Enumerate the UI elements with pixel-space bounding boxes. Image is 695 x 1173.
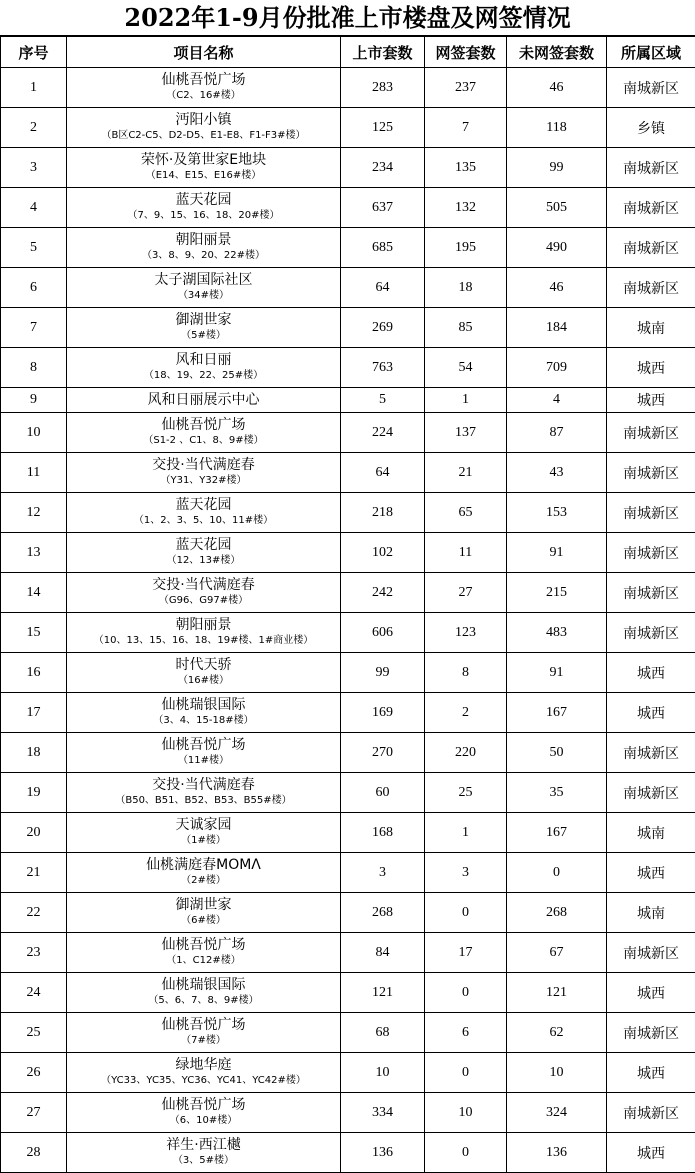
listed-units: 102 (341, 533, 425, 573)
row-index: 20 (1, 813, 67, 853)
table-row (1, 228, 695, 268)
unsigned-units: 184 (507, 308, 607, 348)
row-index: 10 (1, 413, 67, 453)
project-name-cell (67, 653, 341, 693)
project-name-cell (67, 228, 341, 268)
project-buildings: （Y31、Y32#楼） (67, 474, 340, 488)
project-name-cell (67, 1013, 341, 1053)
header-project-name: 项目名称 (67, 37, 341, 68)
page-title: 2022年1-9月份批准上市楼盘及网签情况 (0, 0, 695, 36)
listed-units: 121 (341, 973, 425, 1013)
project-name-cell (67, 188, 341, 228)
unsigned-units: 35 (507, 773, 607, 813)
region: 城南 (607, 893, 695, 933)
table-row (1, 693, 695, 733)
signed-units: 6 (425, 1013, 507, 1053)
project-name: 仙桃吾悦广场 (67, 937, 340, 954)
listed-units: 268 (341, 893, 425, 933)
unsigned-units: 91 (507, 653, 607, 693)
project-buildings: （16#楼） (67, 674, 340, 688)
listed-units: 242 (341, 573, 425, 613)
row-index: 1 (1, 68, 67, 108)
project-name-cell (67, 693, 341, 733)
project-name: 仙桃吾悦广场 (67, 417, 340, 434)
project-name: 沔阳小镇 (67, 112, 340, 129)
table-row (1, 613, 695, 653)
row-index: 9 (1, 388, 67, 413)
project-name-cell (67, 348, 341, 388)
region: 南城新区 (607, 533, 695, 573)
project-buildings: （1#楼） (67, 834, 340, 848)
unsigned-units: 10 (507, 1053, 607, 1093)
table-row (1, 413, 695, 453)
row-index: 19 (1, 773, 67, 813)
listing-table (0, 36, 695, 1173)
listed-units: 168 (341, 813, 425, 853)
signed-units: 237 (425, 68, 507, 108)
header-index: 序号 (1, 37, 67, 68)
row-index: 4 (1, 188, 67, 228)
signed-units: 10 (425, 1093, 507, 1133)
project-buildings: （11#楼） (67, 754, 340, 768)
project-name: 仙桃满庭春MOMΛ (67, 857, 340, 874)
project-name: 蓝天花园 (67, 497, 340, 514)
signed-units: 1 (425, 388, 507, 413)
signed-units: 8 (425, 653, 507, 693)
project-name-cell (67, 268, 341, 308)
row-index: 12 (1, 493, 67, 533)
header-listed-units: 上市套数 (341, 37, 425, 68)
listed-units: 763 (341, 348, 425, 388)
project-name: 仙桃吾悦广场 (67, 1017, 340, 1034)
signed-units: 27 (425, 573, 507, 613)
region: 南城新区 (607, 413, 695, 453)
table-row (1, 1013, 695, 1053)
unsigned-units: 505 (507, 188, 607, 228)
unsigned-units: 43 (507, 453, 607, 493)
project-name-cell (67, 893, 341, 933)
region: 南城新区 (607, 613, 695, 653)
table-row (1, 773, 695, 813)
table-row (1, 308, 695, 348)
project-buildings: （34#楼） (67, 289, 340, 303)
region: 南城新区 (607, 188, 695, 228)
header-unsigned-units: 未网签套数 (507, 37, 607, 68)
project-name-cell (67, 733, 341, 773)
row-index: 16 (1, 653, 67, 693)
project-name-cell (67, 933, 341, 973)
project-buildings: （YC33、YC35、YC36、YC41、YC42#楼） (67, 1074, 340, 1088)
table-row (1, 453, 695, 493)
signed-units: 0 (425, 973, 507, 1013)
project-name: 仙桃瑞银国际 (67, 977, 340, 994)
project-name: 朝阳丽景 (67, 232, 340, 249)
project-buildings: （7、9、15、16、18、20#楼） (67, 209, 340, 223)
row-index: 14 (1, 573, 67, 613)
unsigned-units: 91 (507, 533, 607, 573)
project-buildings: （G96、G97#楼） (67, 594, 340, 608)
listed-units: 270 (341, 733, 425, 773)
project-buildings: （5#楼） (67, 329, 340, 343)
unsigned-units: 46 (507, 268, 607, 308)
project-name: 天诚家园 (67, 817, 340, 834)
project-buildings: （3、4、15-18#楼） (67, 714, 340, 728)
table-row (1, 1093, 695, 1133)
project-name-cell (67, 1053, 341, 1093)
region: 南城新区 (607, 733, 695, 773)
project-name-cell (67, 308, 341, 348)
table-row (1, 933, 695, 973)
unsigned-units: 118 (507, 108, 607, 148)
project-buildings: （1、2、3、5、10、11#楼） (67, 514, 340, 528)
region: 南城新区 (607, 1093, 695, 1133)
region: 城西 (607, 853, 695, 893)
listed-units: 125 (341, 108, 425, 148)
unsigned-units: 121 (507, 973, 607, 1013)
table-row (1, 68, 695, 108)
table-row (1, 1053, 695, 1093)
project-buildings: （5、6、7、8、9#楼） (67, 994, 340, 1008)
row-index: 17 (1, 693, 67, 733)
table-row (1, 148, 695, 188)
signed-units: 25 (425, 773, 507, 813)
signed-units: 17 (425, 933, 507, 973)
signed-units: 195 (425, 228, 507, 268)
unsigned-units: 167 (507, 693, 607, 733)
project-buildings: （18、19、22、25#楼） (67, 369, 340, 383)
project-buildings: （3、5#楼） (67, 1154, 340, 1168)
listed-units: 637 (341, 188, 425, 228)
project-buildings: （6#楼） (67, 914, 340, 928)
project-buildings: （2#楼） (67, 874, 340, 888)
project-name-cell (67, 1133, 341, 1173)
table-row (1, 108, 695, 148)
listed-units: 234 (341, 148, 425, 188)
unsigned-units: 324 (507, 1093, 607, 1133)
signed-units: 0 (425, 1053, 507, 1093)
listed-units: 685 (341, 228, 425, 268)
project-buildings: （1、C12#楼） (67, 954, 340, 968)
row-index: 8 (1, 348, 67, 388)
listed-units: 218 (341, 493, 425, 533)
listed-units: 84 (341, 933, 425, 973)
region: 城西 (607, 348, 695, 388)
row-index: 21 (1, 853, 67, 893)
table-row (1, 388, 695, 413)
signed-units: 21 (425, 453, 507, 493)
region: 城西 (607, 388, 695, 413)
region: 城西 (607, 653, 695, 693)
table-row (1, 1133, 695, 1173)
project-name-cell (67, 413, 341, 453)
project-name-cell (67, 853, 341, 893)
project-name: 交投·当代满庭春 (67, 457, 340, 474)
row-index: 18 (1, 733, 67, 773)
region: 南城新区 (607, 453, 695, 493)
unsigned-units: 0 (507, 853, 607, 893)
project-name-cell (67, 773, 341, 813)
row-index: 5 (1, 228, 67, 268)
unsigned-units: 153 (507, 493, 607, 533)
listed-units: 10 (341, 1053, 425, 1093)
table-row (1, 653, 695, 693)
signed-units: 0 (425, 893, 507, 933)
listed-units: 283 (341, 68, 425, 108)
unsigned-units: 50 (507, 733, 607, 773)
header-signed-units: 网签套数 (425, 37, 507, 68)
signed-units: 54 (425, 348, 507, 388)
project-name: 交投·当代满庭春 (67, 777, 340, 794)
row-index: 27 (1, 1093, 67, 1133)
unsigned-units: 46 (507, 68, 607, 108)
project-name: 祥生·西江樾 (67, 1137, 340, 1154)
listed-units: 169 (341, 693, 425, 733)
project-name-cell (67, 148, 341, 188)
listed-units: 64 (341, 268, 425, 308)
table-row (1, 348, 695, 388)
unsigned-units: 67 (507, 933, 607, 973)
project-name-cell (67, 813, 341, 853)
project-name: 仙桃瑞银国际 (67, 697, 340, 714)
project-buildings: （C2、16#楼） (67, 89, 340, 103)
row-index: 2 (1, 108, 67, 148)
signed-units: 2 (425, 693, 507, 733)
region: 南城新区 (607, 268, 695, 308)
region: 乡镇 (607, 108, 695, 148)
unsigned-units: 4 (507, 388, 607, 413)
project-buildings: （E14、E15、E16#楼） (67, 169, 340, 183)
region: 南城新区 (607, 773, 695, 813)
listed-units: 68 (341, 1013, 425, 1053)
region: 南城新区 (607, 933, 695, 973)
table-row (1, 573, 695, 613)
row-index: 24 (1, 973, 67, 1013)
project-name-cell (67, 388, 341, 413)
unsigned-units: 215 (507, 573, 607, 613)
project-name-cell (67, 108, 341, 148)
table-row (1, 893, 695, 933)
project-buildings: （12、13#楼） (67, 554, 340, 568)
project-name: 蓝天花园 (67, 537, 340, 554)
signed-units: 1 (425, 813, 507, 853)
project-buildings: （S1-2 、C1、8、9#楼） (67, 434, 340, 448)
project-buildings: （B区C2-C5、D2-D5、E1-E8、F1-F3#楼） (67, 129, 340, 143)
signed-units: 132 (425, 188, 507, 228)
project-name: 仙桃吾悦广场 (67, 72, 340, 89)
region: 南城新区 (607, 493, 695, 533)
listed-units: 60 (341, 773, 425, 813)
row-index: 3 (1, 148, 67, 188)
table-row (1, 493, 695, 533)
signed-units: 123 (425, 613, 507, 653)
region: 南城新区 (607, 148, 695, 188)
region: 南城新区 (607, 228, 695, 268)
listed-units: 64 (341, 453, 425, 493)
listed-units: 99 (341, 653, 425, 693)
unsigned-units: 268 (507, 893, 607, 933)
project-name: 交投·当代满庭春 (67, 577, 340, 594)
listed-units: 606 (341, 613, 425, 653)
table-row (1, 268, 695, 308)
row-index: 13 (1, 533, 67, 573)
signed-units: 11 (425, 533, 507, 573)
listed-units: 334 (341, 1093, 425, 1133)
project-name-cell (67, 453, 341, 493)
region: 城西 (607, 973, 695, 1013)
project-name: 时代天骄 (67, 657, 340, 674)
row-index: 22 (1, 893, 67, 933)
region: 南城新区 (607, 68, 695, 108)
project-name: 太子湖国际社区 (67, 272, 340, 289)
project-buildings: （3、8、9、20、22#楼） (67, 249, 340, 263)
table-row (1, 188, 695, 228)
project-name: 蓝天花园 (67, 192, 340, 209)
project-name-cell (67, 68, 341, 108)
project-name: 御湖世家 (67, 897, 340, 914)
unsigned-units: 87 (507, 413, 607, 453)
project-name-cell (67, 573, 341, 613)
project-buildings: （10、13、15、16、18、19#楼、1#商业楼） (67, 634, 340, 648)
project-name: 仙桃吾悦广场 (67, 737, 340, 754)
project-name: 荣怀·及第世家E地块 (67, 152, 340, 169)
row-index: 6 (1, 268, 67, 308)
row-index: 23 (1, 933, 67, 973)
region: 城西 (607, 1133, 695, 1173)
project-name: 风和日丽展示中心 (67, 392, 340, 409)
project-name-cell (67, 533, 341, 573)
project-name: 御湖世家 (67, 312, 340, 329)
project-name-cell (67, 613, 341, 653)
row-index: 11 (1, 453, 67, 493)
signed-units: 220 (425, 733, 507, 773)
row-index: 26 (1, 1053, 67, 1093)
unsigned-units: 709 (507, 348, 607, 388)
signed-units: 7 (425, 108, 507, 148)
row-index: 15 (1, 613, 67, 653)
listed-units: 224 (341, 413, 425, 453)
table-row (1, 533, 695, 573)
signed-units: 3 (425, 853, 507, 893)
region: 南城新区 (607, 1013, 695, 1053)
table-row (1, 813, 695, 853)
table-header-row (1, 37, 695, 68)
region: 城南 (607, 813, 695, 853)
header-region: 所属区域 (607, 37, 695, 68)
row-index: 25 (1, 1013, 67, 1053)
table-row (1, 853, 695, 893)
signed-units: 18 (425, 268, 507, 308)
project-name: 绿地华庭 (67, 1057, 340, 1074)
listed-units: 5 (341, 388, 425, 413)
row-index: 28 (1, 1133, 67, 1173)
unsigned-units: 136 (507, 1133, 607, 1173)
signed-units: 65 (425, 493, 507, 533)
signed-units: 137 (425, 413, 507, 453)
row-index: 7 (1, 308, 67, 348)
table-row (1, 973, 695, 1013)
listed-units: 3 (341, 853, 425, 893)
project-name-cell (67, 493, 341, 533)
unsigned-units: 62 (507, 1013, 607, 1053)
region: 城南 (607, 308, 695, 348)
project-buildings: （6、10#楼） (67, 1114, 340, 1128)
project-name: 风和日丽 (67, 352, 340, 369)
unsigned-units: 167 (507, 813, 607, 853)
signed-units: 135 (425, 148, 507, 188)
signed-units: 85 (425, 308, 507, 348)
listed-units: 136 (341, 1133, 425, 1173)
unsigned-units: 483 (507, 613, 607, 653)
unsigned-units: 99 (507, 148, 607, 188)
project-buildings: （B50、B51、B52、B53、B55#楼） (67, 794, 340, 808)
unsigned-units: 490 (507, 228, 607, 268)
table-row (1, 733, 695, 773)
region: 城西 (607, 693, 695, 733)
project-name-cell (67, 1093, 341, 1133)
region: 城西 (607, 1053, 695, 1093)
project-name-cell (67, 973, 341, 1013)
project-name: 仙桃吾悦广场 (67, 1097, 340, 1114)
signed-units: 0 (425, 1133, 507, 1173)
region: 南城新区 (607, 573, 695, 613)
project-name: 朝阳丽景 (67, 617, 340, 634)
project-buildings: （7#楼） (67, 1034, 340, 1048)
listed-units: 269 (341, 308, 425, 348)
